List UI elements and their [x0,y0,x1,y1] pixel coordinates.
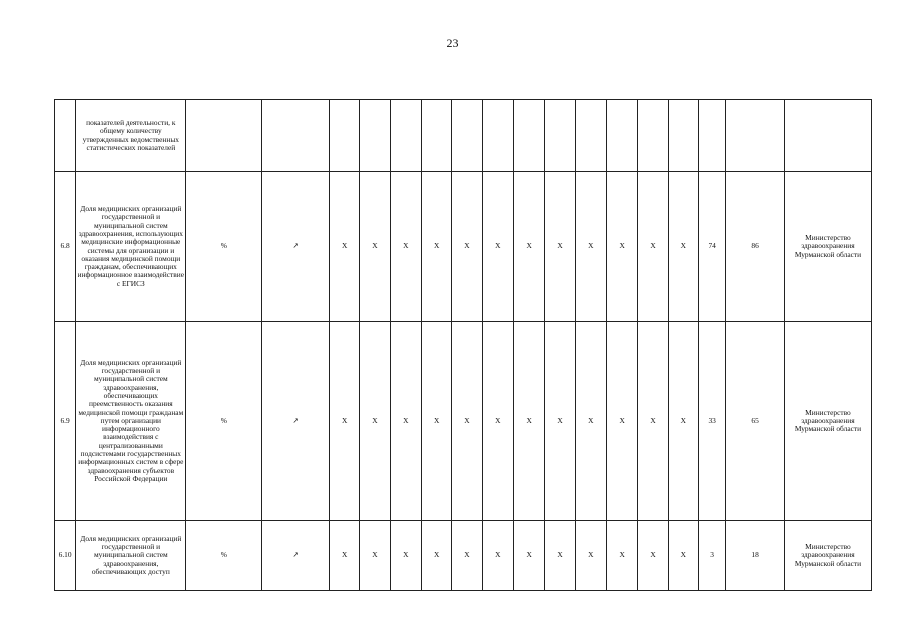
year-mark-cell: X [421,521,451,591]
indicator-description: Доля медицинских организаций государственной и муниципальной систем здравоохранения, обеспечивающих доступ [76,521,186,591]
responsible-cell: Министерство здравоохранения Мурманской области [784,322,871,521]
year-mark-cell: X [638,521,668,591]
responsible-cell: Министерство здравоохранения Мурманской области [784,172,871,322]
year-mark-cell: X [329,172,359,322]
year-mark-cell: X [638,322,668,521]
value-cell: 33 [699,322,726,521]
value-cell: 86 [726,172,785,322]
unit-cell [186,100,262,172]
value-cell: 18 [726,521,785,591]
value-cell: 65 [726,322,785,521]
year-mark-cell: X [513,521,544,591]
row-number [55,100,76,172]
year-mark-cell: X [545,521,575,591]
year-mark-cell [545,100,575,172]
year-mark-cell: X [607,521,638,591]
value-cell: 74 [699,172,726,322]
year-mark-cell: X [390,172,421,322]
year-mark-cell [421,100,451,172]
unit-cell: % [186,172,262,322]
year-mark-cell: X [638,172,668,322]
value-cell [699,100,726,172]
responsible-cell: Министерство здравоохранения Мурманской области [784,521,871,591]
trend-arrow-icon: ↗ [262,322,330,521]
table-row [55,322,872,521]
year-mark-cell: X [482,521,513,591]
year-mark-cell: X [545,172,575,322]
year-mark-cell: X [390,521,421,591]
trend-arrow-icon [262,100,330,172]
year-mark-cell [390,100,421,172]
year-mark-cell: X [668,172,698,322]
value-cell [726,100,785,172]
year-mark-cell [482,100,513,172]
year-mark-cell: X [452,172,482,322]
year-mark-cell [575,100,606,172]
unit-cell: % [186,521,262,591]
year-mark-cell: X [482,322,513,521]
table-row [55,172,872,322]
year-mark-cell: X [390,322,421,521]
year-mark-cell: X [360,172,390,322]
year-mark-cell [638,100,668,172]
year-mark-cell: X [482,172,513,322]
year-mark-cell: X [575,172,606,322]
year-mark-cell: X [421,322,451,521]
indicator-description: Доля медицинских организаций государственной и муниципальной систем здравоохранения, использующих медицинские информационные системы для организации и оказания медицинской помощи гражданам, обеспечивающих информационное взаимодействие с ЕГИСЗ [76,172,186,322]
year-mark-cell: X [360,322,390,521]
year-mark-cell: X [513,172,544,322]
row-number: 6.8 [55,172,76,322]
year-mark-cell: X [513,322,544,521]
year-mark-cell: X [575,322,606,521]
year-mark-cell: X [607,322,638,521]
year-mark-cell: X [452,521,482,591]
row-number: 6.10 [55,521,76,591]
trend-arrow-icon: ↗ [262,172,330,322]
value-cell: 3 [699,521,726,591]
year-mark-cell [513,100,544,172]
year-mark-cell: X [668,521,698,591]
year-mark-cell: X [329,521,359,591]
year-mark-cell: X [545,322,575,521]
year-mark-cell [329,100,359,172]
page-number: 23 [446,36,459,50]
year-mark-cell: X [452,322,482,521]
responsible-cell [784,100,871,172]
year-mark-cell: X [607,172,638,322]
indicator-description: Доля медицинских организаций государственной и муниципальной систем здравоохранения, обеспечивающих преемственность оказания медицинской помощи гражданам путем организации информационного взаимодействия с централизованными подсистемами государственных информационных систем в сфере здравоохранения субъектов Российской Федерации [76,322,186,521]
trend-arrow-icon: ↗ [262,521,330,591]
year-mark-cell: X [668,322,698,521]
year-mark-cell: X [421,172,451,322]
row-number: 6.9 [55,322,76,521]
year-mark-cell [668,100,698,172]
year-mark-cell [452,100,482,172]
year-mark-cell [607,100,638,172]
table-row [55,100,872,172]
year-mark-cell: X [360,521,390,591]
indicator-table [54,99,872,591]
table-row [55,521,872,591]
indicator-description: показателей деятельности, к общему количеству утвержденных ведомственных статистических показателей [76,100,186,172]
year-mark-cell: X [329,322,359,521]
year-mark-cell: X [575,521,606,591]
year-mark-cell [360,100,390,172]
unit-cell: % [186,322,262,521]
